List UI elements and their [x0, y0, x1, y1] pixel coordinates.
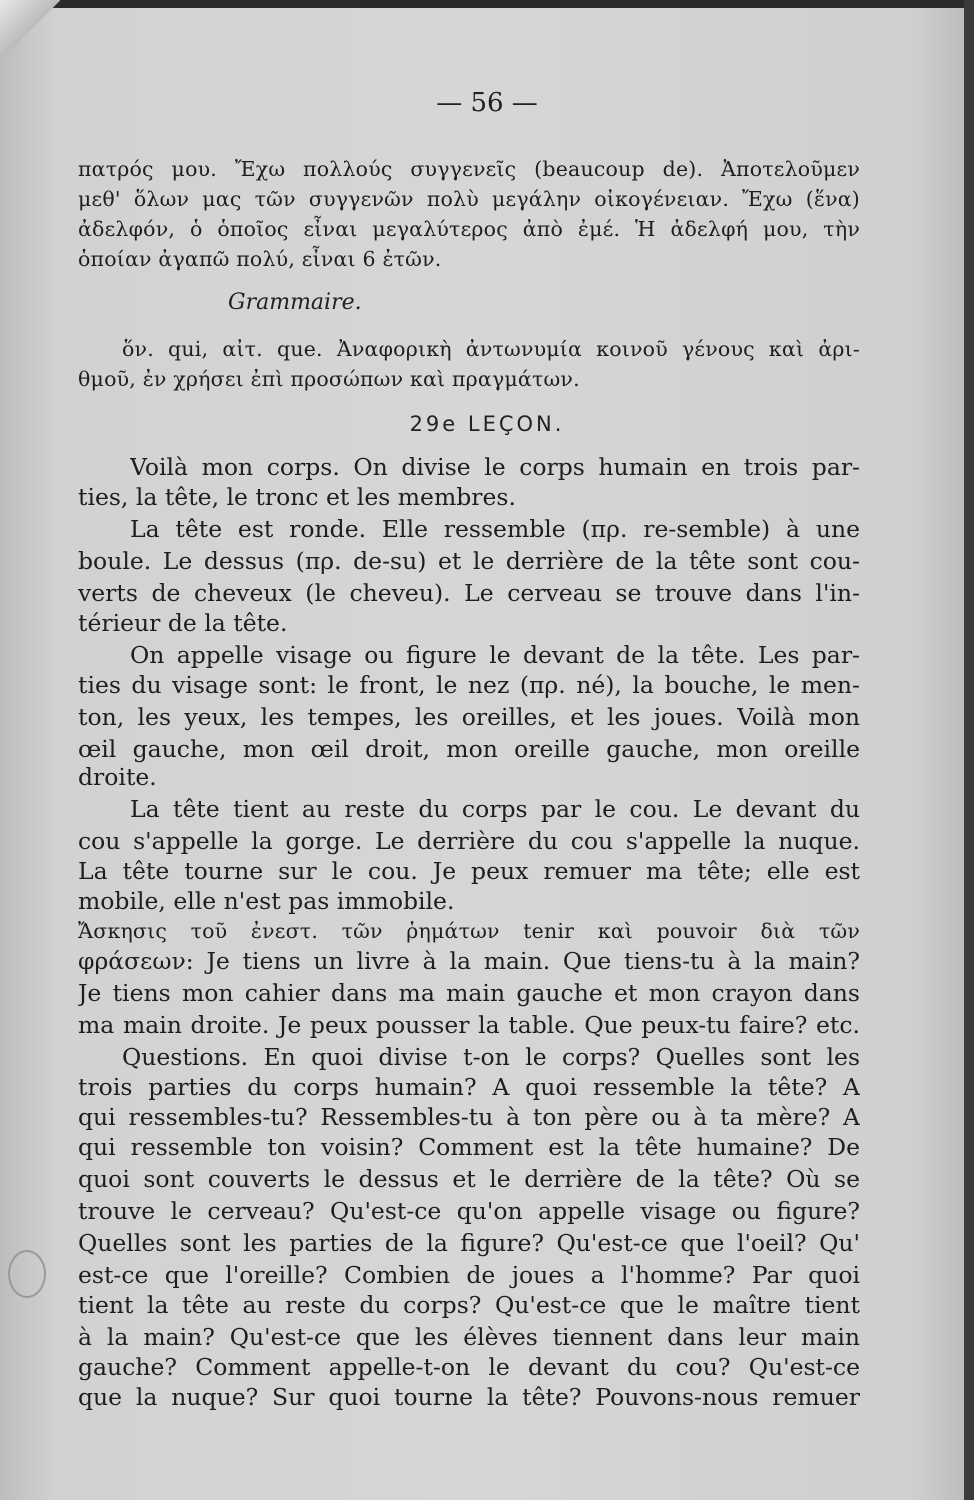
text-line: ties du visage sont: le front, le nez (πρ. né), la bouche, le men-	[78, 671, 860, 699]
text-line: térieur de la tête.	[78, 609, 288, 637]
text-line: qui ressemble ton voisin? Comment est la tête humaine? De	[78, 1133, 860, 1161]
grammar-subtitle: Grammaire.	[228, 290, 362, 315]
text-line: œil gauche, mon œil droit, mon oreille gauche, mon oreille	[78, 735, 860, 763]
text-line: Questions. En quoi divise t-on le corps? Quelles sont les	[122, 1043, 860, 1071]
text-line: mobile, elle n'est pas immobile.	[78, 887, 455, 915]
text-line: tient la tête au reste du corps? Qu'est-ce que le maître tient	[78, 1291, 860, 1319]
text-line: verts de cheveux (le cheveu). Le cerveau se trouve dans l'in-	[78, 579, 860, 607]
text-line: La tête tourne sur le cou. Je peux remuer ma tête; elle est	[78, 857, 860, 885]
page-number: — 56 —	[436, 88, 538, 118]
text-line: La tête tient au reste du corps par le cou. Le devant du	[130, 795, 860, 823]
text-line: ὁποίαν ἀγαπῶ πολύ, εἶναι 6 ἐτῶν.	[78, 247, 442, 271]
text-line: La tête est ronde. Elle ressemble (πρ. re-semble) à une	[130, 515, 860, 543]
text-line: que la nuque? Sur quoi tourne la tête? Pouvons-nous remuer	[78, 1383, 860, 1411]
text-line: cou s'appelle la gorge. Le derrière du cou s'appelle la nuque.	[78, 827, 860, 855]
text-line: Quelles sont les parties de la figure? Qu'est-ce que l'oeil? Qu'	[78, 1229, 860, 1257]
text-line: boule. Le dessus (πρ. de-su) et le derrière de la tête sont cou-	[78, 547, 860, 575]
text-line: On appelle visage ou figure le devant de la tête. Les par-	[130, 641, 860, 669]
scan-right-edge	[964, 0, 974, 1500]
text-line: qui ressembles-tu? Ressembles-tu à ton père ou à ta mère? A	[78, 1103, 860, 1131]
text-line: μεθ' ὅλων μας τῶν συγγενῶν πολὺ μεγάλην οἰκογένειαν. Ἔχω (ἕνα)	[78, 187, 860, 211]
text-line: Ἄσκησις τοῦ ἐνεστ. τῶν ῥημάτων tenir καὶ pouvoir διὰ τῶν	[78, 919, 860, 943]
text-line: est-ce que l'oreille? Combien de joues a l'homme? Par quoi	[78, 1261, 860, 1289]
folded-corner	[0, 0, 60, 60]
text-line: à la main? Qu'est-ce que les élèves tiennent dans leur main	[78, 1323, 860, 1351]
text-line: ties, la tête, le tronc et les membres.	[78, 483, 516, 511]
text-line: Je tiens mon cahier dans ma main gauche et mon crayon dans	[78, 979, 860, 1007]
text-line: ὅν. qui, αἰτ. que. Ἀναφορικὴ ἀντωνυμία κοινοῦ γένους καὶ ἀρι-	[122, 337, 860, 361]
text-line: Voilà mon corps. On divise le corps humain en trois par-	[130, 453, 860, 481]
text-line: trois parties du corps humain? A quoi ressemble la tête? A	[78, 1073, 860, 1101]
text-line: θμοῦ, ἐν χρήσει ἐπὶ προσώπων καὶ πραγμάτων.	[78, 367, 580, 391]
scan-top-border	[0, 0, 974, 8]
text-line: quoi sont couverts le dessus et le derrière de la tête? Où se	[78, 1165, 860, 1193]
text-line: ma main droite. Je peux pousser la table. Que peux-tu faire? etc.	[78, 1011, 860, 1039]
text-line: πατρός μου. Ἔχω πολλούς συγγενεῖς (beaucoup de). Ἀποτελοῦμεν	[78, 157, 860, 181]
text-line: ἀδελφόν, ὁ ὁποῖος εἶναι μεγαλύτερος ἀπὸ ἐμέ. Ἡ ἀδελφή μου, τὴν	[78, 217, 860, 241]
text-line: trouve le cerveau? Qu'est-ce qu'on appelle visage ou figure?	[78, 1197, 860, 1225]
text-line: ton, les yeux, les tempes, les oreilles, et les joues. Voilà mon	[78, 703, 860, 731]
margin-pencil-mark	[8, 1250, 46, 1298]
text-line: droite.	[78, 763, 157, 791]
text-line: gauche? Comment appelle-t-on le devant du cou? Qu'est-ce	[78, 1353, 860, 1381]
lesson-heading: 29e LEÇON.	[409, 412, 565, 436]
text-line: φράσεων: Je tiens un livre à la main. Que tiens-tu à la main?	[78, 947, 860, 975]
